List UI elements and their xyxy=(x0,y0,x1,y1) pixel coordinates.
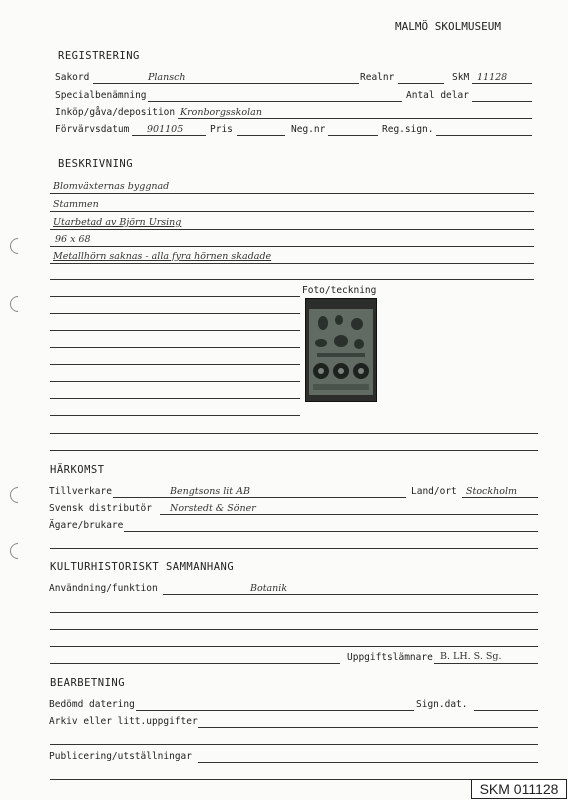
signdat-line xyxy=(474,710,538,711)
rule xyxy=(50,347,300,348)
antal-line xyxy=(472,101,532,102)
regsign-line xyxy=(436,135,532,136)
rule xyxy=(50,330,300,331)
anvandning-line xyxy=(163,594,538,595)
tillverkare-label: Tillverkare xyxy=(49,486,112,497)
punch-hole xyxy=(7,540,30,563)
publicering-label: Publicering/utställningar xyxy=(49,751,192,762)
rule xyxy=(50,612,538,613)
tillverkare-line xyxy=(113,497,406,498)
rule xyxy=(50,779,538,780)
skm-label: SkM xyxy=(452,72,470,83)
pris-label: Pris xyxy=(210,124,233,135)
arkiv-label: Arkiv eller litt.uppgifter xyxy=(49,716,198,727)
rule xyxy=(50,313,300,314)
special-label: Specialbenämning xyxy=(55,90,147,101)
rule xyxy=(50,229,534,230)
inkop-value: Kronborgsskolan xyxy=(180,107,262,118)
rule xyxy=(50,263,534,264)
beskrivning-line-1: Blomväxternas byggnad xyxy=(53,181,170,192)
beskrivning-line-4: 96 x 68 xyxy=(55,234,91,245)
anvandning-value: Botanik xyxy=(250,583,288,594)
pris-line xyxy=(237,135,285,136)
realnr-label: Realnr xyxy=(360,72,395,83)
punch-hole xyxy=(7,484,30,507)
rule xyxy=(50,296,300,297)
section-heading-bearbetning: BEARBETNING xyxy=(50,677,126,689)
signdat-label: Sign.dat. xyxy=(416,699,468,710)
datering-line xyxy=(136,710,414,711)
landort-value: Stockholm xyxy=(466,486,518,497)
forvarv-label: Förvärvsdatum xyxy=(55,124,130,135)
inkop-line xyxy=(178,118,532,119)
museum-title: MALMÖ SKOLMUSEUM xyxy=(395,20,501,33)
antal-label: Antal delar xyxy=(406,90,469,101)
punch-hole xyxy=(7,293,30,316)
rule xyxy=(50,246,534,247)
section-heading-beskrivning: BESKRIVNING xyxy=(58,158,134,170)
beskrivning-line-5: Metallhörn saknas - alla fyra hörnen skadade xyxy=(53,251,272,262)
datering-label: Bedömd datering xyxy=(49,699,135,710)
publicering-line xyxy=(198,762,538,763)
anvandning-label: Användning/funktion xyxy=(49,583,158,594)
landort-label: Land/ort xyxy=(411,486,457,497)
rule xyxy=(50,646,538,647)
tillverkare-value: Bengtsons lit AB xyxy=(170,486,250,497)
distributor-value: Norstedt & Söner xyxy=(170,503,256,514)
realnr-line xyxy=(398,83,444,84)
rule xyxy=(50,629,538,630)
section-heading-harkomst: HÄRKOMST xyxy=(50,464,105,476)
regsign-label: Reg.sign. xyxy=(382,124,434,135)
section-heading-registrering: REGISTRERING xyxy=(58,50,140,62)
rule xyxy=(50,364,300,365)
photo-label: Foto/teckning xyxy=(302,285,377,296)
distributor-label: Svensk distributör xyxy=(49,503,152,514)
uppgift-label: Uppgiftslämnare xyxy=(347,652,433,663)
beskrivning-line-2: Stammen xyxy=(53,199,99,210)
rule xyxy=(50,663,340,664)
rule xyxy=(50,744,538,745)
forvarv-line xyxy=(132,135,206,136)
agare-line xyxy=(124,531,538,532)
rule xyxy=(50,415,300,416)
landort-line xyxy=(462,497,538,498)
poster-illustration xyxy=(309,309,373,395)
rule xyxy=(50,279,534,280)
inkop-label: Inköp/gåva/deposition xyxy=(55,107,176,118)
object-photo xyxy=(305,298,377,402)
rule xyxy=(50,450,538,451)
rule xyxy=(50,433,538,434)
uppgift-value: B. LH. S. Sg. xyxy=(440,651,502,662)
agare-label: Ägare/brukare xyxy=(49,520,124,531)
rule xyxy=(50,548,538,549)
catalog-number-stamp: SKM 011128 xyxy=(471,779,567,799)
forvarv-value: 901105 xyxy=(147,124,184,135)
skm-value: 11128 xyxy=(477,72,508,83)
negnr-label: Neg.nr xyxy=(291,124,326,135)
rule xyxy=(50,211,534,212)
negnr-line xyxy=(328,135,378,136)
section-heading-kulturhistoriskt: KULTURHISTORISKT SAMMANHANG xyxy=(50,561,235,573)
rule xyxy=(50,398,300,399)
sakord-line xyxy=(93,83,359,84)
skm-line xyxy=(472,83,532,84)
sakord-label: Sakord xyxy=(55,72,90,83)
poster-image xyxy=(309,309,373,395)
beskrivning-line-3: Utarbetad av Björn Ursing xyxy=(53,217,182,228)
distributor-line xyxy=(160,514,538,515)
special-line xyxy=(148,101,402,102)
punch-hole xyxy=(7,235,30,258)
uppgift-line xyxy=(434,663,538,664)
arkiv-line xyxy=(198,727,538,728)
rule xyxy=(50,193,534,194)
sakord-value: Plansch xyxy=(148,72,186,83)
rule xyxy=(50,381,300,382)
